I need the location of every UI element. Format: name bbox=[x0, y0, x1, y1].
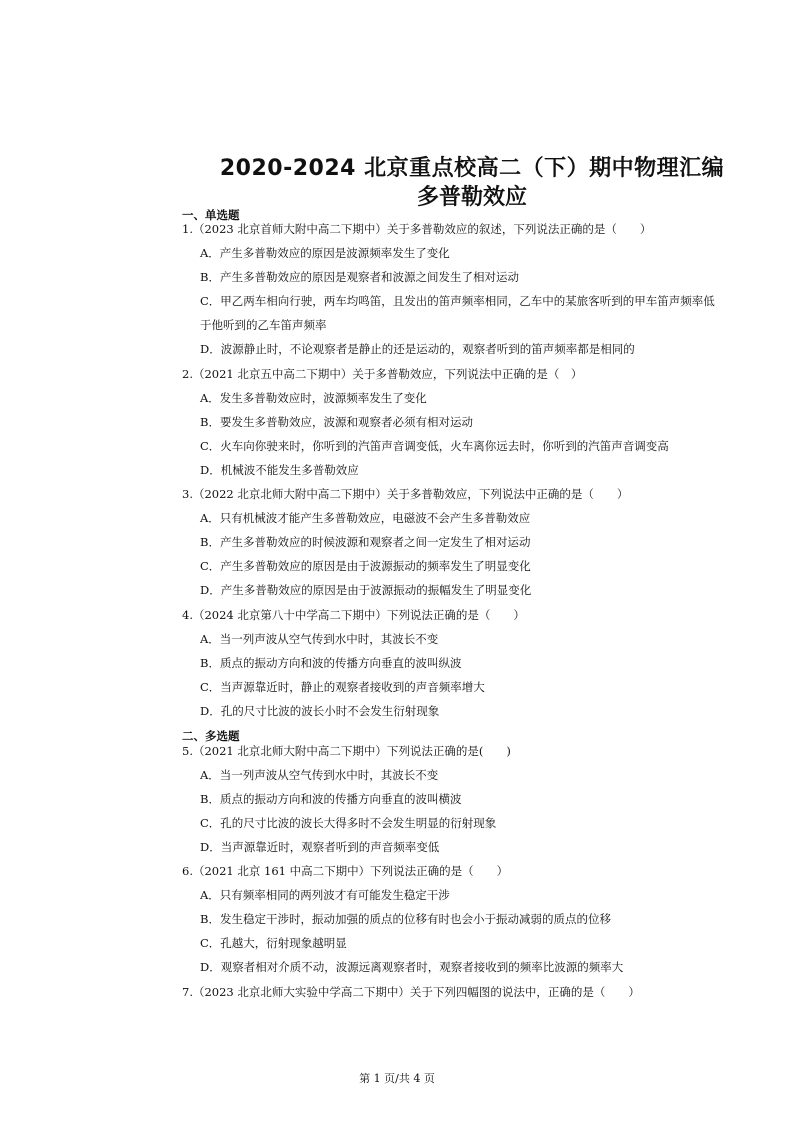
question-5-option-b: B．质点的振动方向和波的传播方向垂直的波叫横波 bbox=[200, 792, 462, 806]
question-6-option-d: D．观察者相对介质不动，波源远离观察者时，观察者接收到的频率比波源的频率大 bbox=[200, 960, 624, 974]
section-heading-multiple-choice: 二、多选题 bbox=[182, 729, 240, 743]
question-2-option-b: B．要发生多普勒效应，波源和观察者必须有相对运动 bbox=[200, 415, 473, 429]
document-title: 2020-2024 北京重点校高二（下）期中物理汇编 bbox=[219, 156, 725, 181]
question-6-option-a: A．只有频率相同的两列波才有可能发生稳定干涉 bbox=[200, 888, 450, 902]
page-number-footer: 第 1 页/共 4 页 bbox=[359, 1072, 435, 1085]
question-4-stem: 4.（2024 北京第八十中学高二下期中）下列说法正确的是（ ） bbox=[182, 608, 525, 622]
question-6-option-c: C．孔越大，衍射现象越明显 bbox=[200, 936, 347, 950]
question-4-option-c: C．当声源靠近时，静止的观察者接收到的声音频率增大 bbox=[200, 680, 485, 694]
question-1-option-c-continued: 于他听到的乙车笛声频率 bbox=[200, 318, 327, 332]
question-4-option-a: A．当一列声波从空气传到水中时，其波长不变 bbox=[200, 632, 439, 646]
question-1-option-b: B．产生多普勒效应的原因是观察者和波源之间发生了相对运动 bbox=[200, 270, 519, 284]
question-5-option-a: A．当一列声波从空气传到水中时，其波长不变 bbox=[200, 768, 439, 782]
question-3-stem: 3.（2022 北京北师大附中高二下期中）关于多普勒效应，下列说法中正确的是（ ） bbox=[182, 487, 629, 501]
question-6-option-b: B．发生稳定干涉时，振动加强的质点的位移有时也会小于振动减弱的质点的位移 bbox=[200, 912, 611, 926]
question-3-option-d: D．产生多普勒效应的原因是由于波源振动的振幅发生了明显变化 bbox=[200, 583, 532, 597]
question-2-stem: 2.（2021 北京五中高二下期中）关于多普勒效应，下列说法中正确的是（ ） bbox=[182, 367, 583, 381]
question-4-option-b: B．质点的振动方向和波的传播方向垂直的波叫纵波 bbox=[200, 656, 462, 670]
question-1-option-d: D．波源静止时，不论观察者是静止的还是运动的，观察者听到的笛声频率都是相同的 bbox=[200, 342, 635, 356]
question-1-option-c: C．甲乙两车相向行驶，两车均鸣笛，且发出的笛声频率相同，乙车中的某旅客听到的甲车笛声频率低 bbox=[200, 294, 715, 308]
question-1-option-a: A．产生多普勒效应的原因是波源频率发生了变化 bbox=[200, 246, 450, 260]
question-5-stem: 5.（2021 北京北师大附中高二下期中）下列说法正确的是( ) bbox=[182, 744, 511, 758]
question-2-option-c: C．火车向你驶来时，你听到的汽笛声音调变低，火车离你远去时，你听到的汽笛声音调变高 bbox=[200, 439, 669, 453]
question-5-option-c: C．孔的尺寸比波的波长大得多时不会发生明显的衍射现象 bbox=[200, 816, 497, 830]
question-3-option-c: C．产生多普勒效应的原因是由于波源振动的频率发生了明显变化 bbox=[200, 559, 531, 573]
section-heading-single-choice: 一、单选题 bbox=[182, 208, 240, 222]
question-1-stem: 1.（2023 北京首师大附中高二下期中）关于多普勒效应的叙述，下列说法正确的是（ ） bbox=[182, 222, 652, 236]
question-5-option-d: D．当声源靠近时，观察者听到的声音频率变低 bbox=[200, 840, 440, 854]
question-2-option-a: A．发生多普勒效应时，波源频率发生了变化 bbox=[200, 391, 427, 405]
question-6-stem: 6.（2021 北京 161 中高二下期中）下列说法正确的是（ ） bbox=[182, 864, 509, 878]
question-3-option-b: B．产生多普勒效应的时候波源和观察者之间一定发生了相对运动 bbox=[200, 535, 531, 549]
document-subtitle: 多普勒效应 bbox=[416, 185, 527, 210]
question-2-option-d: D．机械波不能发生多普勒效应 bbox=[200, 463, 359, 477]
question-4-option-d: D．孔的尺寸比波的波长小时不会发生衍射现象 bbox=[200, 704, 440, 718]
question-7-stem: 7.（2023 北京北师大实验中学高二下期中）关于下列四幅图的说法中，正确的是（ ） bbox=[182, 985, 640, 999]
question-3-option-a: A．只有机械波才能产生多普勒效应，电磁波不会产生多普勒效应 bbox=[200, 511, 531, 525]
